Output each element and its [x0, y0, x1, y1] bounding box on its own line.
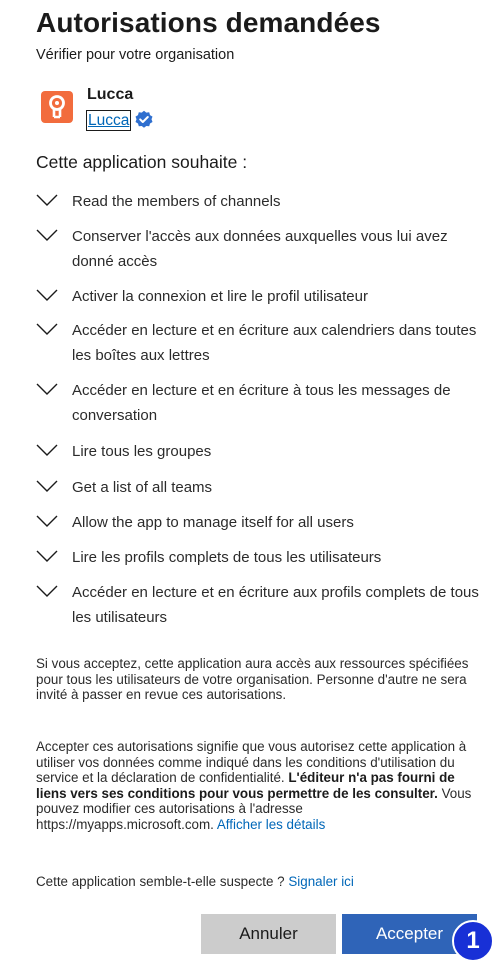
chevron-down-icon[interactable]: [36, 288, 58, 302]
page-title: Autorisations demandées: [36, 7, 381, 38]
terms-notice: [36, 739, 476, 832]
permission-label: Allow the app to manage itself for all users: [72, 514, 354, 531]
lucca-app-icon: [41, 91, 73, 123]
chevron-down-icon[interactable]: [36, 514, 58, 528]
chevron-down-icon[interactable]: [36, 479, 58, 493]
accept-button[interactable]: Accepter: [342, 914, 477, 954]
chevron-down-icon[interactable]: [36, 228, 58, 242]
step-badge: 1: [452, 920, 494, 962]
permission-label: Accéder en lecture et en écriture aux calendriers dans toutes les boîtes aux lettres: [72, 322, 477, 364]
terms-warning: L'éditeur n'a pas fourni de liens vers ses conditions pour vous permettre de les consulter.: [36, 770, 455, 801]
terms-text: Accepter ces autorisations signifie que vous autorisez cette application à utiliser vos données comme indiqué dans les conditions d'utilisation du service et la déclaration de confidentialité.: [36, 739, 467, 785]
permission-label: Read the members of channels: [72, 193, 281, 210]
permission-label: Accéder en lecture et en écriture à tous les messages de conversation: [72, 382, 451, 424]
chevron-down-icon[interactable]: [36, 584, 58, 598]
permission-label: Accéder en lecture et en écriture aux profils complets de tous les utilisateurs: [72, 584, 479, 626]
page-subtitle: Vérifier pour votre organisation: [36, 47, 235, 63]
permission-label: Get a list of all teams: [72, 479, 213, 496]
cancel-button[interactable]: Annuler: [201, 914, 336, 954]
permissions-heading: Cette application souhaite :: [36, 152, 248, 172]
show-details-link[interactable]: Afficher les détails: [216, 816, 326, 832]
verified-badge-icon: [134, 110, 154, 130]
permission-label: Conserver l'accès aux données auxquelles vous lui avez donné accès: [72, 228, 448, 270]
chevron-down-icon[interactable]: [36, 382, 58, 396]
publisher-link[interactable]: Lucca: [88, 111, 130, 129]
app-name: Lucca: [87, 86, 134, 103]
permission-label: Activer la connexion et lire le profil utilisateur: [72, 288, 368, 305]
consent-notice: Si vous acceptez, cette application aura accès aux ressources spécifiées pour tous les utilisateurs de votre organisation. Personne d'autre ne sera invité à passer en revue ces autorisations.: [36, 656, 469, 702]
suspect-row: [36, 874, 476, 890]
chevron-down-icon[interactable]: [36, 443, 58, 457]
chevron-down-icon[interactable]: [36, 193, 58, 207]
report-link[interactable]: Signaler ici: [288, 874, 354, 889]
terms-text-end: Vous pouvez modifier ces autorisations à l'adresse https://myapps.microsoft.com.: [36, 785, 472, 832]
permission-label: Lire les profils complets de tous les utilisateurs: [72, 549, 382, 566]
permission-label: Lire tous les groupes: [72, 443, 212, 460]
chevron-down-icon[interactable]: [36, 322, 58, 336]
publisher-row: [86, 109, 154, 131]
suspect-question: Cette application semble-t-elle suspecte ?: [36, 874, 285, 889]
chevron-down-icon[interactable]: [36, 549, 58, 563]
